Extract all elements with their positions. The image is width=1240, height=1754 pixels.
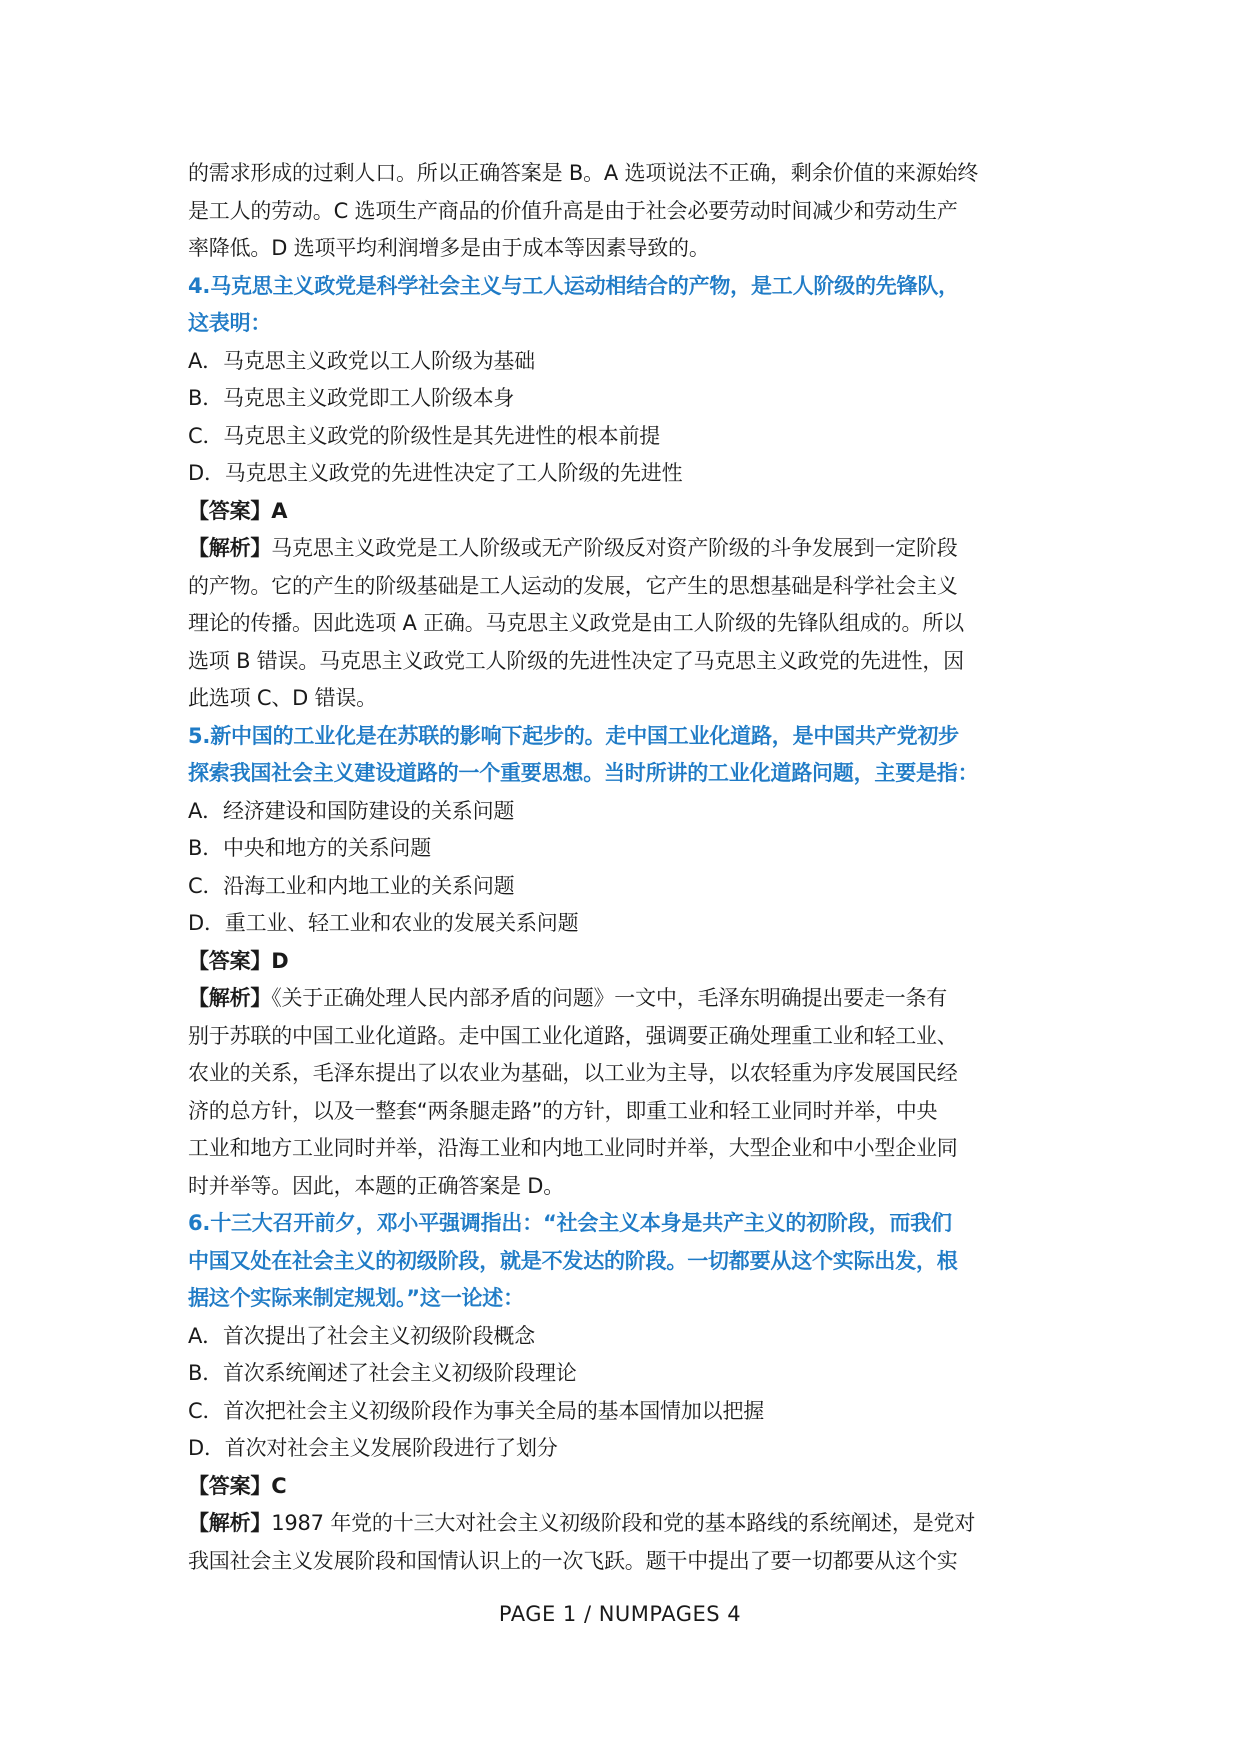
analysis-line xyxy=(188,980,1058,1018)
answer-value: A xyxy=(271,498,288,523)
question-stem: 中国又处在社会主义的初级阶段，就是不发达的阶段。一切都要从这个实际出发，根 xyxy=(188,1248,958,1273)
analysis-line: 我国社会主义发展阶段和国情认识上的一次飞跃。题干中提出了要一切都要从这个实 xyxy=(188,1548,958,1573)
option-c: C．首次把社会主义初级阶段作为事关全局的基本国情加以把握 xyxy=(188,1398,765,1423)
analysis-line: 时并举等。因此，本题的正确答案是 D。 xyxy=(188,1173,565,1198)
analysis-text: 《关于正确处理人民内部矛盾的问题》一文中，毛泽东明确提出要走一条有 xyxy=(271,986,948,1010)
option-d: D．重工业、轻工业和农业的发展关系问题 xyxy=(188,911,579,935)
question-4 xyxy=(188,268,1058,718)
analysis-label: 【解析】 xyxy=(188,1511,272,1535)
answer-line xyxy=(188,493,1058,531)
option-a: A．马克思主义政党以工人阶级为基础 xyxy=(188,348,535,373)
document-body xyxy=(188,155,1058,1580)
q3-analysis-tail xyxy=(188,155,1058,268)
analysis-line: 工业和地方工业同时并举，沿海工业和内地工业同时并举，大型企业和中小型企业同 xyxy=(188,1136,958,1160)
question-stem: 5.新中国的工业化是在苏联的影响下起步的。走中国工业化道路，是中国共产党初步 xyxy=(188,723,959,748)
answer-label: 【答案】 xyxy=(188,1473,272,1498)
question-6 xyxy=(188,1205,1058,1580)
analysis-line: 理论的传播。因此选项 A 正确。马克思主义政党是由工人阶级的先锋队组成的。所以 xyxy=(188,611,964,635)
text-line: 的需求形成的过剩人口。所以正确答案是 B。A 选项说法不正确，剩余价值的来源始终 xyxy=(188,161,979,185)
analysis-label: 【解析】 xyxy=(188,536,272,560)
text-line: 是工人的劳动。C 选项生产商品的价值升高是由于社会必要劳动时间减少和劳动生产 xyxy=(188,198,958,223)
analysis-text: 马克思主义政党是工人阶级或无产阶级反对资产阶级的斗争发展到一定阶段 xyxy=(271,536,958,560)
question-stem: 这表明： xyxy=(188,311,272,335)
analysis-line xyxy=(188,1505,1058,1543)
question-stem: 4.马克思主义政党是科学社会主义与工人运动相结合的产物，是工人阶级的先锋队， xyxy=(188,273,959,298)
page-footer: PAGE 1 / NUMPAGES 4 xyxy=(498,1602,742,1626)
analysis-line: 选项 B 错误。马克思主义政党工人阶级的先进性决定了马克思主义政党的先进性，因 xyxy=(188,648,964,673)
option-a: A．首次提出了社会主义初级阶段概念 xyxy=(188,1323,535,1348)
analysis-text: 1987 年党的十三大对社会主义初级阶段和党的基本路线的系统阐述，是党对 xyxy=(271,1511,976,1535)
answer-label: 【答案】 xyxy=(188,948,272,973)
option-c: C．马克思主义政党的阶级性是其先进性的根本前提 xyxy=(188,423,661,448)
analysis-line: 农业的关系，毛泽东提出了以农业为基础，以工业为主导，以农轻重为序发展国民经 xyxy=(188,1061,958,1085)
answer-value: D xyxy=(271,948,289,973)
analysis-line: 此选项 C、D 错误。 xyxy=(188,686,377,710)
option-b: B．中央和地方的关系问题 xyxy=(188,836,432,860)
question-stem: 据这个实际来制定规划。”这一论述： xyxy=(188,1286,524,1310)
answer-value: C xyxy=(271,1473,287,1498)
analysis-line xyxy=(188,530,1058,568)
analysis-line: 济的总方针，以及一整套“两条腿走路”的方针，即重工业和轻工业同时并举，中央 xyxy=(188,1098,938,1123)
answer-label: 【答案】 xyxy=(188,498,272,523)
analysis-label: 【解析】 xyxy=(188,986,272,1010)
option-a: A．经济建设和国防建设的关系问题 xyxy=(188,798,515,823)
analysis-line: 的产物。它的产生的阶级基础是工人运动的发展，它产生的思想基础是科学社会主义 xyxy=(188,573,958,598)
text-line: 率降低。D 选项平均利润增多是由于成本等因素导致的。 xyxy=(188,236,710,260)
option-b: B．首次系统阐述了社会主义初级阶段理论 xyxy=(188,1361,577,1385)
option-d: D．马克思主义政党的先进性决定了工人阶级的先进性 xyxy=(188,461,683,485)
question-5 xyxy=(188,718,1058,1206)
option-b: B．马克思主义政党即工人阶级本身 xyxy=(188,386,515,410)
option-c: C．沿海工业和内地工业的关系问题 xyxy=(188,873,515,898)
analysis-line: 别于苏联的中国工业化道路。走中国工业化道路，强调要正确处理重工业和轻工业、 xyxy=(188,1023,958,1048)
question-stem: 6.十三大召开前夕，邓小平强调指出：“社会主义本身是共产主义的初阶段，而我们 xyxy=(188,1211,952,1235)
question-stem: 探索我国社会主义建设道路的一个重要思想。当时所讲的工业化道路问题，主要是指： xyxy=(188,761,979,785)
option-d: D．首次对社会主义发展阶段进行了划分 xyxy=(188,1436,558,1460)
answer-line xyxy=(188,943,1058,981)
answer-line xyxy=(188,1468,1058,1506)
